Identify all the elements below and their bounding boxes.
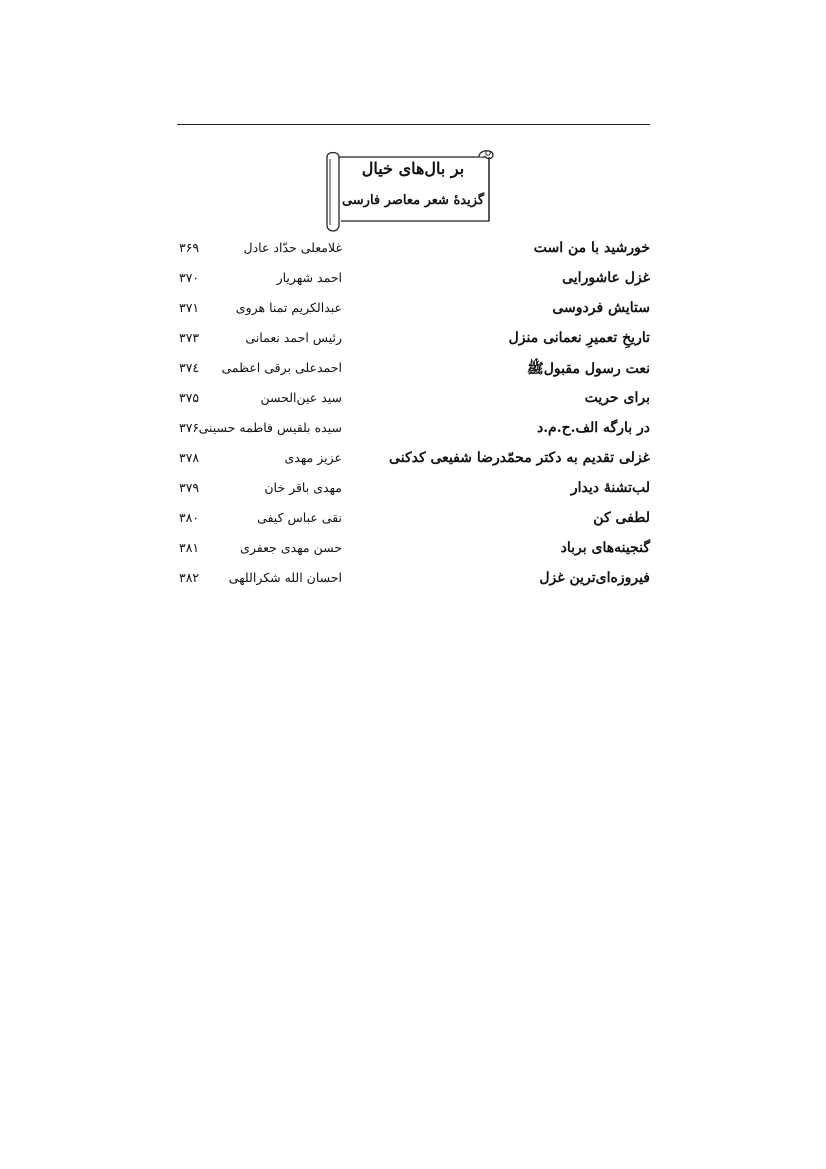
page-number: ۳۷۵ xyxy=(179,390,200,405)
page-number: ۳۷٤ xyxy=(179,360,200,375)
page-number: ۳۷۸ xyxy=(179,450,200,465)
page-number: ۳۷۳ xyxy=(179,330,200,345)
top-rule xyxy=(177,124,650,125)
page-number: ۳۷۰ xyxy=(179,270,200,285)
poet-name: حسن مهدی جعفری xyxy=(240,540,342,555)
poet-name: نقی عباس کیفی xyxy=(257,510,342,525)
page-number: ۳۷۹ xyxy=(179,480,200,495)
poem-title: غزلی تقدیم به دکتر محمّدرضا شفیعی کدکنی xyxy=(389,450,650,466)
page-number: ۳۷۶ xyxy=(179,420,200,435)
poet-name: احمد شهریار xyxy=(276,270,342,285)
book-title: بر بال‌های خیال xyxy=(361,159,465,178)
poet-name: رئیس احمد نعمانی xyxy=(245,330,342,345)
toc-row xyxy=(177,266,650,296)
poet-name: غلامعلی حدّاد عادل xyxy=(243,240,342,255)
poem-title: نعت رسول مقبولﷺ xyxy=(526,361,650,377)
poem-title: خورشید با من است xyxy=(533,240,650,256)
poem-title: فیروزه‌ای‌ترین غزل xyxy=(539,570,650,586)
book-subtitle: گزیدهٔ شعر معاصر فارسی xyxy=(341,193,485,208)
poem-title: لطفی کن xyxy=(593,510,650,526)
toc-row xyxy=(177,356,650,386)
poet-name: مهدی باقر خان xyxy=(264,480,342,495)
poet-name: احمدعلی برقی اعظمی xyxy=(221,360,342,375)
scroll-frame-icon xyxy=(323,143,495,233)
toc-row xyxy=(177,476,650,506)
poet-name: عبدالکریم تمنا هروی xyxy=(235,300,342,315)
toc-row xyxy=(177,296,650,326)
poem-title: ستایش فردوسی xyxy=(552,300,650,316)
page-number: ۳۸۰ xyxy=(179,510,200,525)
poem-title: غزل عاشورایی xyxy=(562,270,650,286)
page-number: ۳۸۲ xyxy=(179,570,200,585)
poet-name: سیده بلقیس فاطمه حسینی xyxy=(198,420,342,435)
page-number: ۳۷۱ xyxy=(179,300,200,315)
table-of-contents xyxy=(177,236,650,596)
poet-name: احسان الله شکراللهی xyxy=(228,570,342,585)
poem-title: گنجینه‌های برباد xyxy=(560,540,650,556)
poem-title: برای حریت xyxy=(584,390,650,406)
page-number: ۳۸۱ xyxy=(179,540,200,555)
poet-name: سید عین‌الحسن xyxy=(260,390,342,405)
poem-title: تاریخِ تعمیرِ نعمانی منزل xyxy=(508,330,650,346)
section-title-scroll xyxy=(323,143,495,233)
toc-row xyxy=(177,326,650,356)
toc-row xyxy=(177,506,650,536)
toc-row xyxy=(177,536,650,566)
toc-row xyxy=(177,446,650,476)
poem-title: لب‌تشنهٔ دیدار xyxy=(570,480,650,496)
poem-title: در بارگه الف.ح.م.د xyxy=(536,420,650,436)
toc-row xyxy=(177,386,650,416)
page-number: ۳۶۹ xyxy=(179,240,200,255)
toc-row xyxy=(177,566,650,596)
poet-name: عزیز مهدی xyxy=(284,450,342,465)
toc-row xyxy=(177,416,650,446)
toc-row xyxy=(177,236,650,266)
